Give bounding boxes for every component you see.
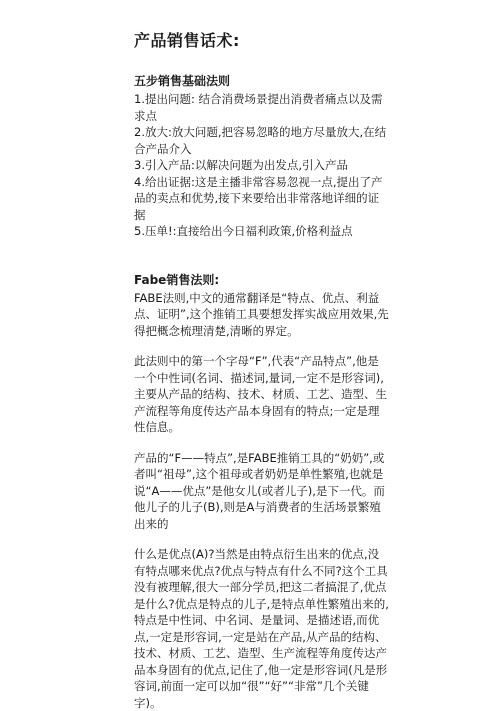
fabe-paragraph: 此法则中的第一个字母“F”,代表“产品特点”,他是一个中性词(名词、描述词,量词,一定不是形容词),主要从产品的结构、技术、材质、工艺、造型、生产流程等角度传达产品本身固有的特点;一定是理性信息。	[134, 353, 390, 436]
five-step-section	[134, 73, 390, 240]
step-item: 3.引入产品:以解决问题为出发点,引入产品	[134, 157, 390, 174]
fabe-paragraph: 产品的“F——特点”,是FABE推销工具的“奶奶”,或者叫“祖母”,这个祖母或者奶奶是单性繁殖,也就是说“A——优点”是他女儿(或者儿子),是下一代。而他儿子的儿子(B),则是A与消费者的生活场景繁殖出来的	[134, 450, 390, 533]
fabe-paragraph: 什么是优点(A)?当然是由特点衍生出来的优点,没有特点哪来优点?优点与特点有什么不同?这个工具没有被理解,很大一部分学员,把这二者搞混了,优点是什么?优点是特点的儿子,是特点单性繁殖出来的,特点是中性词、中名词、是量词、是描述语,而优点,一定是形容词,一定是站在产品,从产品的结构、技术、材质、工艺、造型、生产流程等角度传达产品本身固有的优点,记住了,他一定是形容词(凡是形容词,前面一定可以加“很”“好”“非常”几个关键字)。	[134, 546, 390, 711]
step-item: 2.放大:放大问题,把容易忽略的地方尽量放大,在结合产品介入	[134, 124, 390, 157]
article	[134, 28, 390, 711]
page-title: 产品销售话术:	[134, 28, 390, 51]
fabe-heading: Fabe销售法则:	[134, 272, 390, 288]
step-item: 5.压单!:直接给出今日福利政策,价格利益点	[134, 223, 390, 240]
step-item: 4.给出证据:这是主播非常容易忽视一点,提出了产品的卖点和优势,接下来要给出非常落地详细的证据	[134, 174, 390, 224]
fabe-paragraph: FABE法则,中文的通常翻译是“特点、优点、利益点、证明”,这个推销工具要想发挥实战应用效果,先得把概念梳理清楚,清晰的界定。	[134, 290, 390, 340]
fabe-section	[134, 272, 390, 711]
five-step-heading: 五步销售基础法则	[134, 73, 390, 89]
step-item: 1.提出问题: 结合消费场景提出消费者痛点以及需求点	[134, 91, 390, 124]
